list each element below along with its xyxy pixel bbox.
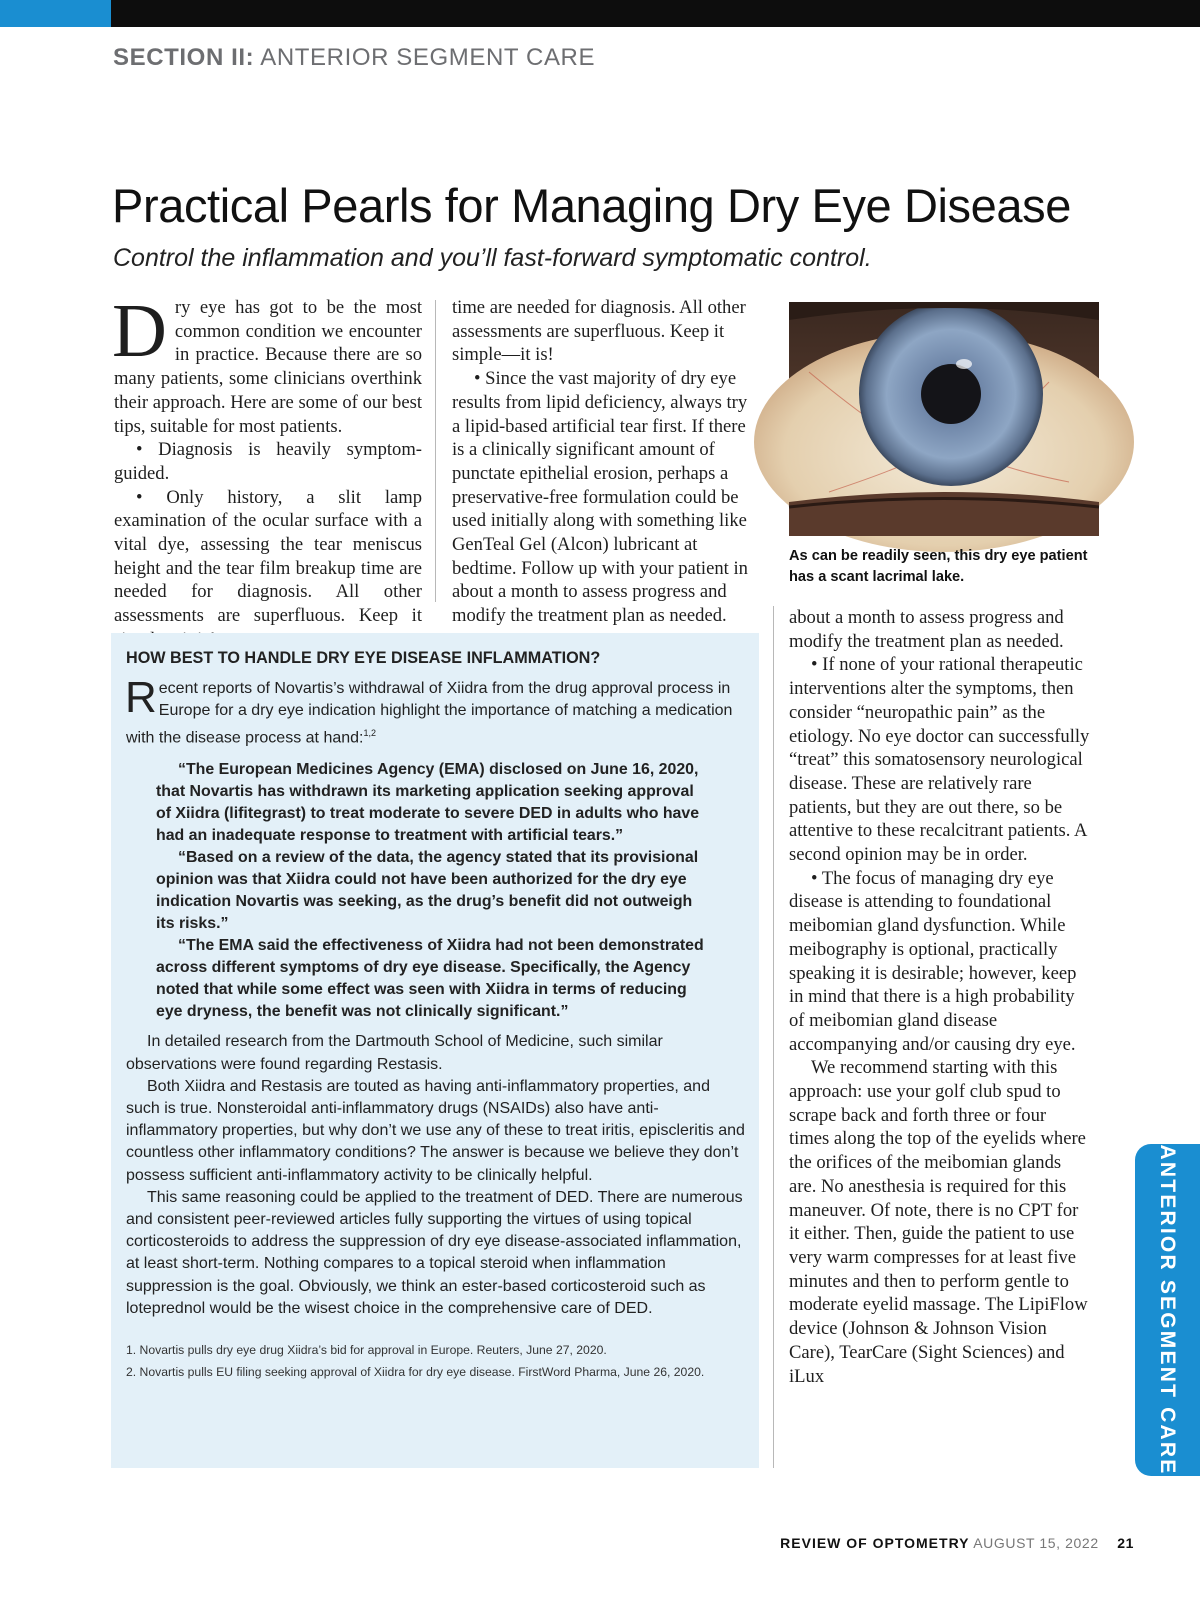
section-header bbox=[113, 44, 595, 72]
article-column-2 bbox=[452, 296, 748, 627]
sidebar-intro bbox=[125, 673, 745, 749]
bullet-history-end: time are needed for diagnosis. All other assessments are superfluous. Keep it simple—it is! bbox=[452, 297, 746, 366]
sidebar-title: HOW BEST TO HANDLE DRY EYE DISEASE INFLAMMATION? bbox=[126, 649, 601, 667]
quote-1: “The European Medicines Agency (EMA) disclosed on June 16, 2020, that Novartis has withdrawn its marketing application seeking approval of Xiidra (lifitegrast) to treat moderate to severe DED in adults who have had an inadequate response to treatment with artificial tears.” bbox=[156, 761, 700, 845]
section-side-tab bbox=[1135, 1144, 1200, 1476]
page-number: 21 bbox=[1117, 1535, 1134, 1551]
column-divider-1 bbox=[435, 300, 436, 602]
sidebar-intro-text: ecent reports of Novartis’s withdrawal of Xiidra from the drug approval process in Europe for a dry eye indication highlight the importance of matching a medication with the disease process at hand: bbox=[126, 680, 733, 747]
publication-name: REVIEW OF OPTOMETRY bbox=[780, 1535, 970, 1551]
quote-2: “Based on a review of the data, the agency stated that its provisional opinion was that Xiidra could not have been authorized for the dry eye indication Novartis was seeking, as the drug’s benefit did not outweigh its risks.” bbox=[156, 849, 699, 933]
section-label: SECTION II: bbox=[113, 44, 255, 71]
sidebar-body bbox=[126, 1031, 745, 1320]
ema-quotes bbox=[156, 759, 711, 1023]
photo-caption: As can be readily seen, this dry eye patient has a scant lacrimal lake. bbox=[789, 548, 1088, 585]
sidebar-paragraph-1: In detailed research from the Dartmouth School of Medicine, such similar observations were found regarding Restasis. bbox=[126, 1033, 663, 1073]
bullet-history-text: • Only history, a slit lamp examination of the ocular surface with a vital dye, assessing the tear meniscus height and the tear film breakup time are needed for diagnosis. All other assessments are superfluous. Keep it bbox=[114, 486, 422, 627]
section-name: ANTERIOR SEGMENT CARE bbox=[254, 44, 596, 71]
bullet-history-start bbox=[114, 486, 422, 627]
side-tab-label: ANTERIOR SEGMENT CARE bbox=[1156, 1144, 1179, 1476]
sidebar-paragraph-2: Both Xiidra and Restasis are touted as having anti-inflammatory properties, and such is true. Nonsteroidal anti-inflammatory drugs (NSAIDs) also have anti-inflammatory properties, but why don’t we use any of these to treat iritis, episcleritis and countless other inflammatory conditions? The answer is because we believe they don’t possess sufficient anti-inflammatory activity to be clinically helpful. bbox=[126, 1077, 745, 1184]
bullet-meibomian: • The focus of managing dry eye disease is attending to foundational meibomian gland dysfunction. While meibography is optional, practically speaking it is desirable; however, keep in mind that there is a high probability of meibomian gland disease accompanying and/or causing dry eye. bbox=[789, 867, 1077, 1055]
reference-1: 1. Novartis pulls dry eye drug Xiidra’s bid for approval in Europe. Reuters, June 27, 2020. bbox=[126, 1342, 607, 1357]
quote-3: “The EMA said the effectiveness of Xiidra had not been demonstrated across different symptoms of dry eye disease. Specifically, the Agency noted that while some effect was seen with Xiidra in terms of reducing eye dryness, the benefit was not clinically significant.” bbox=[156, 937, 704, 1021]
top-bar-accent bbox=[0, 0, 111, 27]
bullet-neuropathic: • If none of your rational therapeutic interventions alter the symptoms, then consider “neuropathic pain” as the etiology. No eye doctor can successfully “treat” this somatosensory neurological disease. These are relatively rare patients, but they are out there, so be attentive to these recalcitrant patients. A second opinion may be in order. bbox=[789, 654, 1090, 866]
sidebar-drop-cap: R bbox=[125, 673, 157, 722]
sidebar-references bbox=[126, 1340, 745, 1382]
bullet-lipid-end: about a month to assess progress and modify the treatment plan as needed. bbox=[789, 607, 1064, 652]
bullet-diagnosis: • Diagnosis is heavily symptom-guided. bbox=[114, 439, 422, 484]
eye-illustration bbox=[789, 302, 1099, 536]
page-footer bbox=[780, 1535, 1134, 1551]
top-bar bbox=[0, 0, 1200, 27]
article-subtitle: Control the inflammation and you’ll fast-forward symptomatic control. bbox=[113, 244, 872, 272]
sidebar-paragraph-3: This same reasoning could be applied to the treatment of DED. There are numerous and consistent peer-reviewed articles fully supporting the virtues of using topical corticosteroids to address the suppression of dry eye disease-associated inflammation, at least short-term. Nothing compares to a topical steroid when inflammation suppression is the goal. Obviously, we think an ester-based corticosteroid such as loteprednol would be the wisest choice in the comprehensive care of DED. bbox=[126, 1188, 743, 1317]
article-title: Practical Pearls for Managing Dry Eye Disease bbox=[112, 179, 1071, 232]
article-column-3 bbox=[789, 606, 1091, 1388]
intro-paragraph bbox=[112, 289, 422, 438]
column-divider-2 bbox=[773, 606, 774, 1468]
drop-cap: D bbox=[112, 289, 167, 373]
issue-date: AUGUST 15, 2022 bbox=[973, 1535, 1099, 1551]
dry-eye-photo bbox=[789, 302, 1099, 536]
recommendation-paragraph: We recommend starting with this approach: use your golf club spud to scrape back and forth three or four times along the top of the eyelids where the orifices of the meibomian glands are. No anesthesia is required for this maneuver. Of note, there is no CPT for it either. Then, guide the patient to use very warm compresses for at least five minutes and then to perform gentle to moderate eyelid massage. The LipiFlow device (Johnson & Johnson Vision Care), TearCare (Sight Sciences) and iLux bbox=[789, 1057, 1088, 1387]
reference-2: 2. Novartis pulls EU filing seeking approval of Xiidra for dry eye disease. FirstWord Pharma, June 26, 2020. bbox=[126, 1364, 705, 1379]
intro-text: ry eye has got to be the most common condition we encounter in practice. Because there are so many patients, some clinicians overthink their approach. Here are some of our best tips, suitable for most patients. bbox=[114, 297, 422, 437]
bullet-lipid bbox=[452, 367, 748, 627]
article-column-1 bbox=[112, 289, 422, 627]
inflammation-sidebar bbox=[111, 633, 759, 1468]
sidebar-intro-refs: 1,2 bbox=[363, 728, 376, 738]
bullet-lipid-text: • Since the vast majority of dry eye results from lipid deficiency, always try a lipid-based artificial tear first. If there is a clinically significant amount of punctate epithelial erosion, perhaps a preservative-free formulation could be used initially along with something like GenTeal Gel (Alcon) lubricant at bedtime. Follow up with your patient in about a month to assess progress and modify the treatment plan as needed. bbox=[452, 368, 748, 627]
